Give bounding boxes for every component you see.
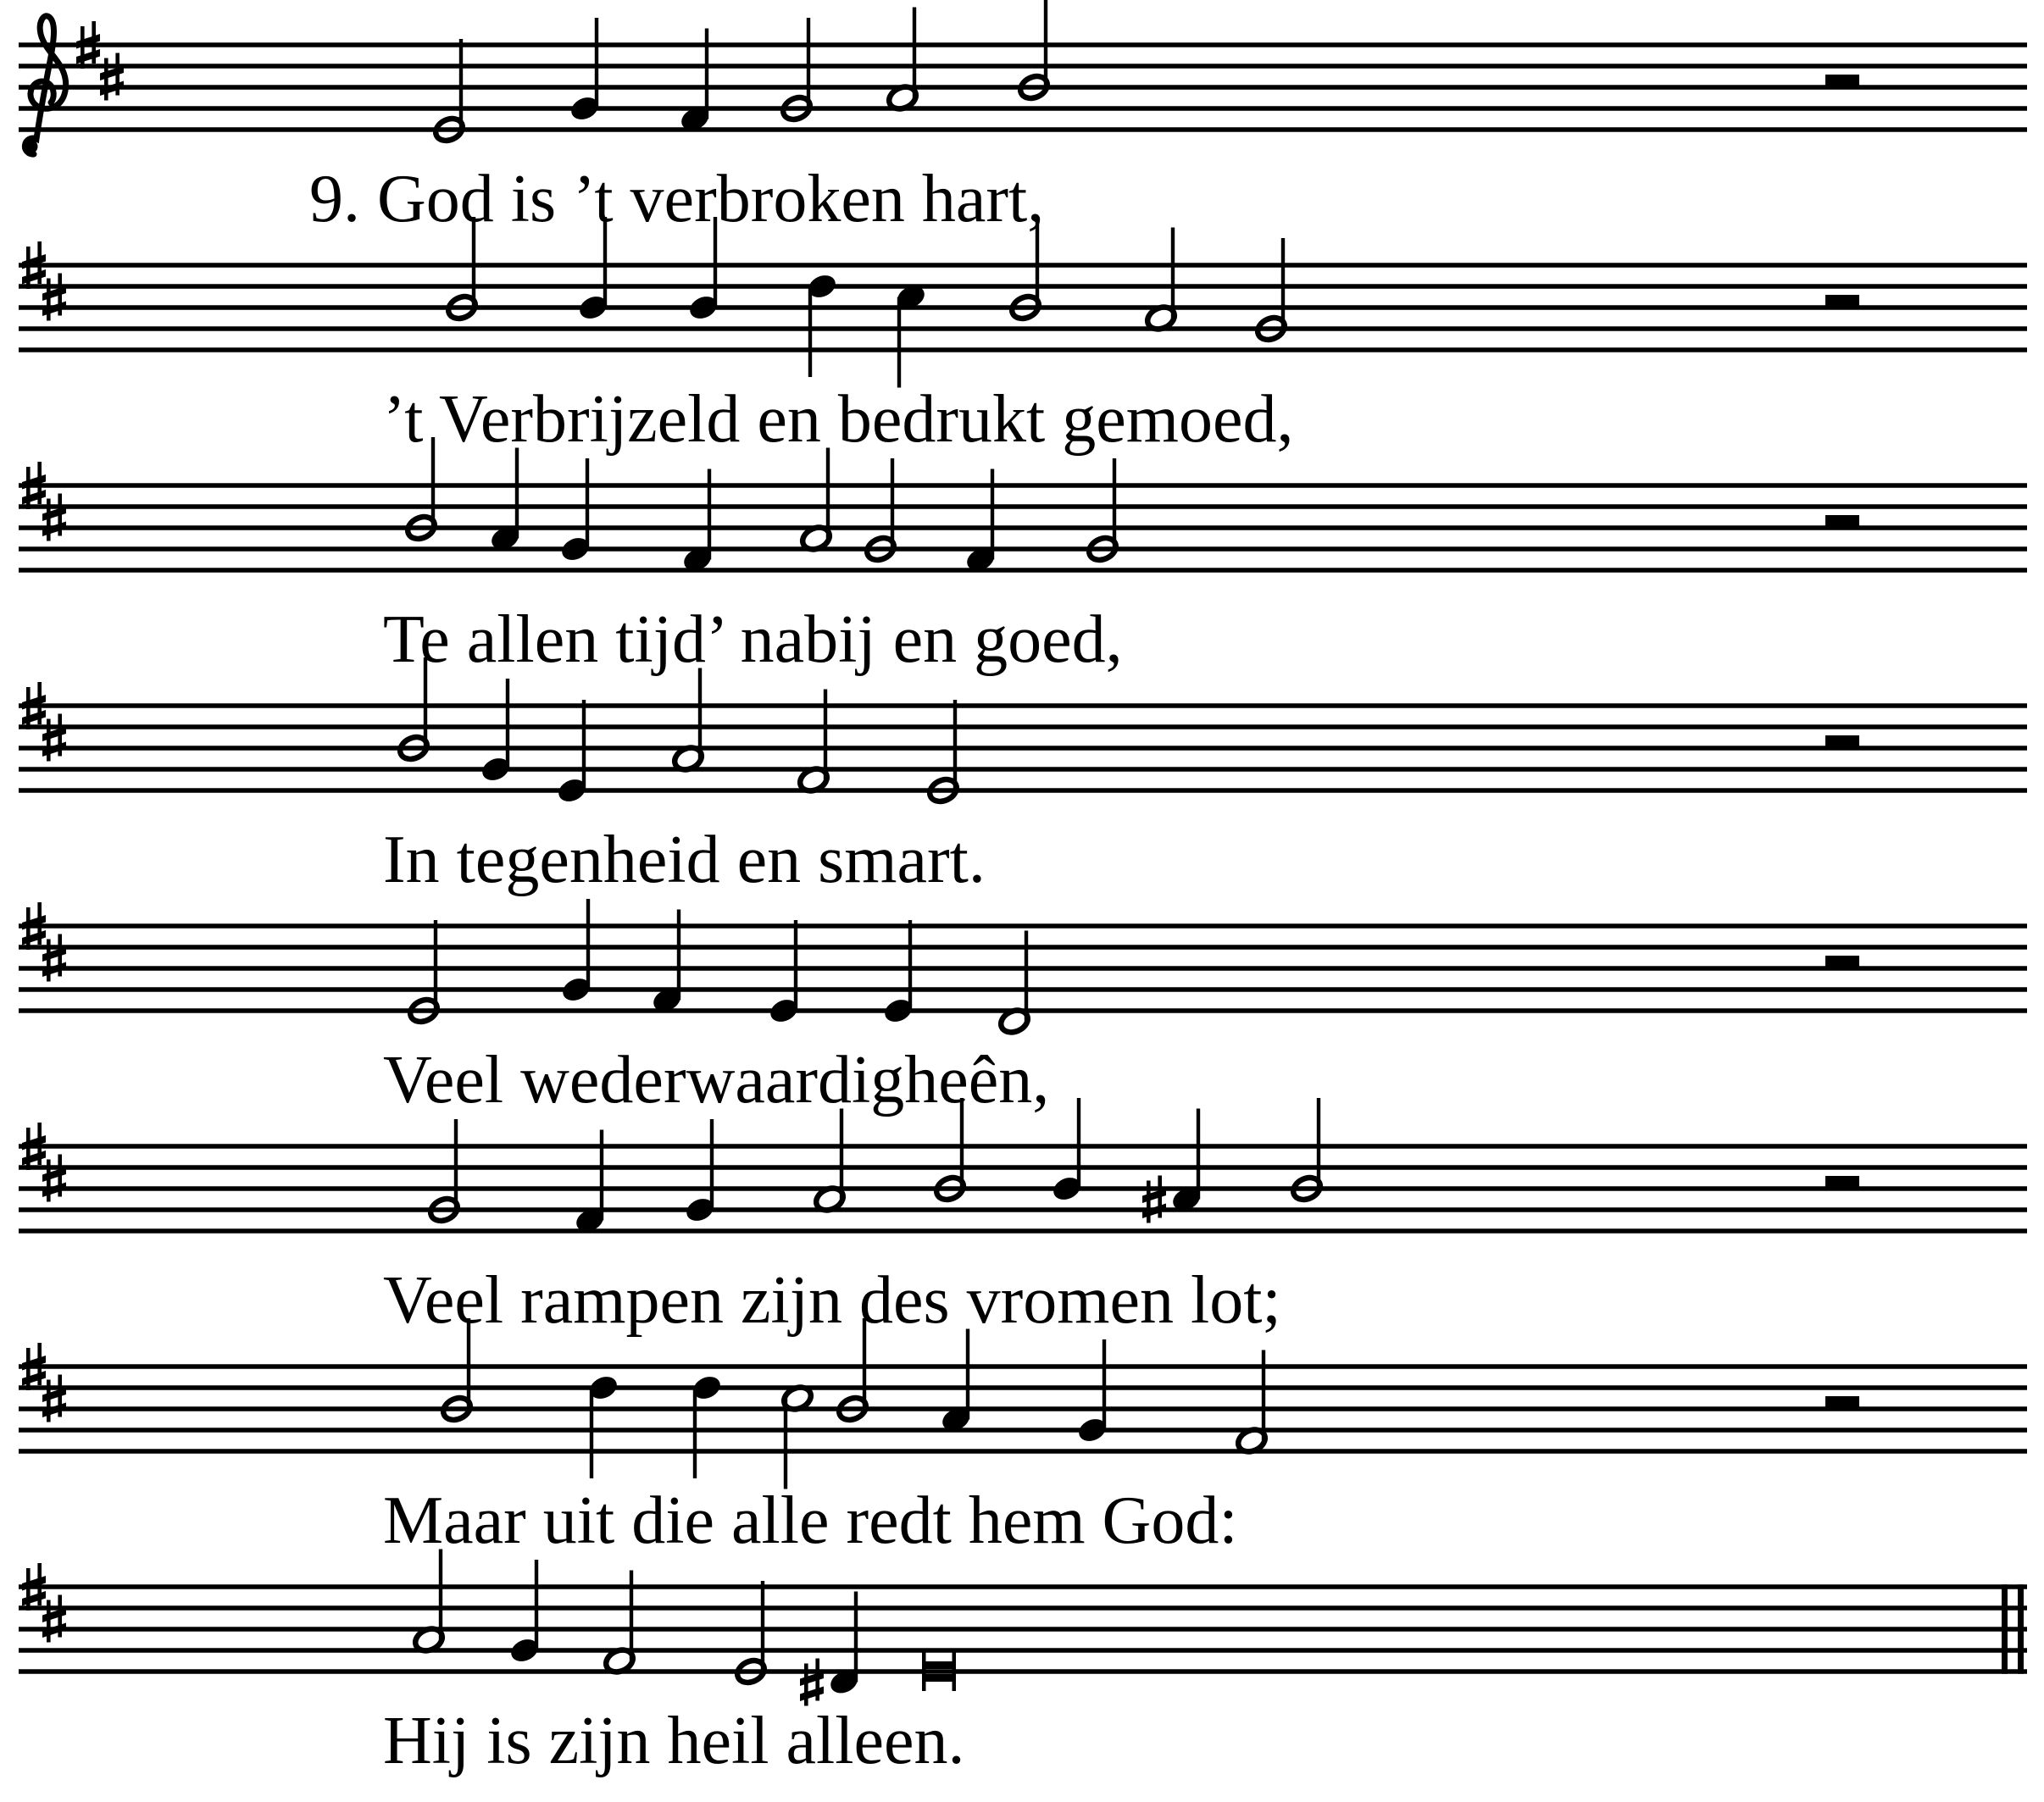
lyric-line-3: Te allen tijd’ nabij en goed, xyxy=(383,602,1123,677)
staff-line xyxy=(19,1428,2027,1433)
note-stem xyxy=(897,297,901,388)
staff-line xyxy=(19,987,2027,992)
staff-system-8 xyxy=(19,1550,2027,1706)
staff-line xyxy=(19,1364,2027,1369)
half-rest xyxy=(1825,515,1859,528)
note-stem xyxy=(582,700,586,790)
staff-line xyxy=(19,64,2027,69)
note-stem xyxy=(794,920,797,1011)
staff-line xyxy=(19,1228,2027,1234)
staff-line xyxy=(19,546,2027,552)
staff-line xyxy=(19,347,2027,352)
half-rest xyxy=(1825,1176,1859,1189)
note-stem xyxy=(677,910,680,1001)
staff-system-1 xyxy=(19,0,2027,154)
note-stem xyxy=(590,1388,593,1478)
final-barline-1 xyxy=(2002,1584,2008,1674)
staff-line xyxy=(19,1627,2027,1632)
note-stem xyxy=(761,1581,764,1672)
half-rest xyxy=(1825,75,1859,87)
note-stem xyxy=(595,18,598,108)
staff-system-4 xyxy=(19,657,2027,806)
staff-system-3 xyxy=(19,437,2027,574)
staff-line xyxy=(19,966,2027,971)
staff-line xyxy=(19,106,2027,111)
lyric-line-1: 9. God is ’t verbroken hart, xyxy=(309,162,1045,236)
accidental-sharp-icon xyxy=(1142,1176,1166,1223)
staff-line xyxy=(19,568,2027,573)
half-rest xyxy=(1825,735,1859,748)
keysig-c-sharp-icon xyxy=(100,53,124,101)
staff-line xyxy=(19,1144,2027,1149)
note-stem xyxy=(854,1592,858,1683)
note-stem xyxy=(515,448,519,539)
note-stem xyxy=(1103,1339,1106,1430)
note-stem xyxy=(698,668,702,759)
staff-line xyxy=(19,767,2027,772)
staff-line xyxy=(19,42,2027,47)
half-rest xyxy=(1825,956,1859,968)
note-stem xyxy=(824,690,827,780)
staff-system-6 xyxy=(19,1098,2027,1235)
staff-line xyxy=(19,525,2027,530)
lyric-line-5: Veel wederwaardigheên, xyxy=(383,1043,1050,1117)
staff-line xyxy=(19,724,2027,729)
note-stem xyxy=(600,1130,603,1221)
note-stem xyxy=(953,700,957,790)
staff-line xyxy=(19,1165,2027,1170)
staff-line xyxy=(19,1669,2027,1674)
staff-line xyxy=(19,284,2027,289)
note-stem xyxy=(693,1388,697,1478)
staff-line xyxy=(19,746,2027,751)
accidental-sharp-icon xyxy=(800,1659,824,1706)
staff-line xyxy=(19,1648,2027,1653)
staff-line xyxy=(19,504,2027,509)
final-barline-2 xyxy=(2018,1584,2024,1674)
staff-line xyxy=(19,788,2027,793)
note-stem xyxy=(1281,238,1285,329)
staff-line xyxy=(19,1406,2027,1411)
note-stem xyxy=(586,458,589,549)
note-stem xyxy=(1044,0,1047,87)
lyric-line-7: Maar uit die alle redt hem God: xyxy=(383,1483,1238,1558)
note-stem xyxy=(1171,228,1175,319)
note-stem xyxy=(434,920,437,1011)
note-stem xyxy=(807,18,810,108)
note-stem xyxy=(535,1560,538,1650)
note-stem xyxy=(710,1119,714,1210)
keysig-c-sharp-icon xyxy=(42,274,66,321)
note-stem xyxy=(913,8,916,98)
note-stem xyxy=(1262,1350,1265,1441)
note-stem xyxy=(784,1399,787,1489)
keysig-c-sharp-icon xyxy=(42,934,66,982)
staff-line xyxy=(19,1449,2027,1454)
note-stem xyxy=(908,920,912,1011)
staff-line xyxy=(19,326,2027,331)
staff-system-7 xyxy=(19,1318,2027,1489)
note-stem xyxy=(708,469,711,560)
lyric-line-8: Hij is zijn heil alleen. xyxy=(383,1704,965,1778)
staff-line xyxy=(19,1584,2027,1589)
note-stem xyxy=(439,1550,442,1640)
staff-line xyxy=(19,1186,2027,1191)
keysig-c-sharp-icon xyxy=(42,1155,66,1202)
keysig-c-sharp-icon xyxy=(42,714,66,762)
keysig-c-sharp-icon xyxy=(42,1375,66,1422)
staff-line xyxy=(19,483,2027,488)
note-stem xyxy=(891,458,894,549)
staff-system-2 xyxy=(19,217,2027,388)
note-stem xyxy=(459,39,463,130)
staff-line xyxy=(19,127,2027,132)
note-stem xyxy=(966,1329,969,1420)
note-stem xyxy=(1317,1098,1320,1189)
note-stem xyxy=(705,29,708,119)
keysig-c-sharp-icon xyxy=(42,494,66,541)
keysig-c-sharp-icon xyxy=(42,1595,66,1643)
half-rest xyxy=(1825,295,1859,308)
staff-system-5 xyxy=(19,899,2027,1036)
half-rest xyxy=(1825,1396,1859,1409)
note-stem xyxy=(506,679,509,769)
note-stem xyxy=(454,1119,458,1210)
staff-line xyxy=(19,703,2027,708)
note-stem xyxy=(1025,931,1028,1022)
note-stem xyxy=(991,469,994,560)
staff-line xyxy=(19,923,2027,929)
lyric-line-6: Veel rampen zijn des vromen lot; xyxy=(383,1263,1281,1338)
staff-line xyxy=(19,945,2027,950)
staff-line xyxy=(19,1605,2027,1611)
staff-line xyxy=(19,1385,2027,1390)
note-stem xyxy=(1197,1109,1200,1200)
note-stem xyxy=(586,899,590,990)
lyric-line-4: In tegenheid en smart. xyxy=(383,823,986,897)
note-stem xyxy=(1113,458,1116,549)
note-stem xyxy=(1077,1098,1080,1189)
lyric-line-2: ’t Verbrijzeld en bedrukt gemoed, xyxy=(383,382,1294,457)
staff-line xyxy=(19,305,2027,310)
note-stem xyxy=(630,1571,633,1661)
staff-line xyxy=(19,263,2027,268)
staff-line xyxy=(19,1207,2027,1212)
note-stem xyxy=(808,286,812,377)
note-stem xyxy=(826,448,830,539)
note-stem xyxy=(840,1109,843,1200)
